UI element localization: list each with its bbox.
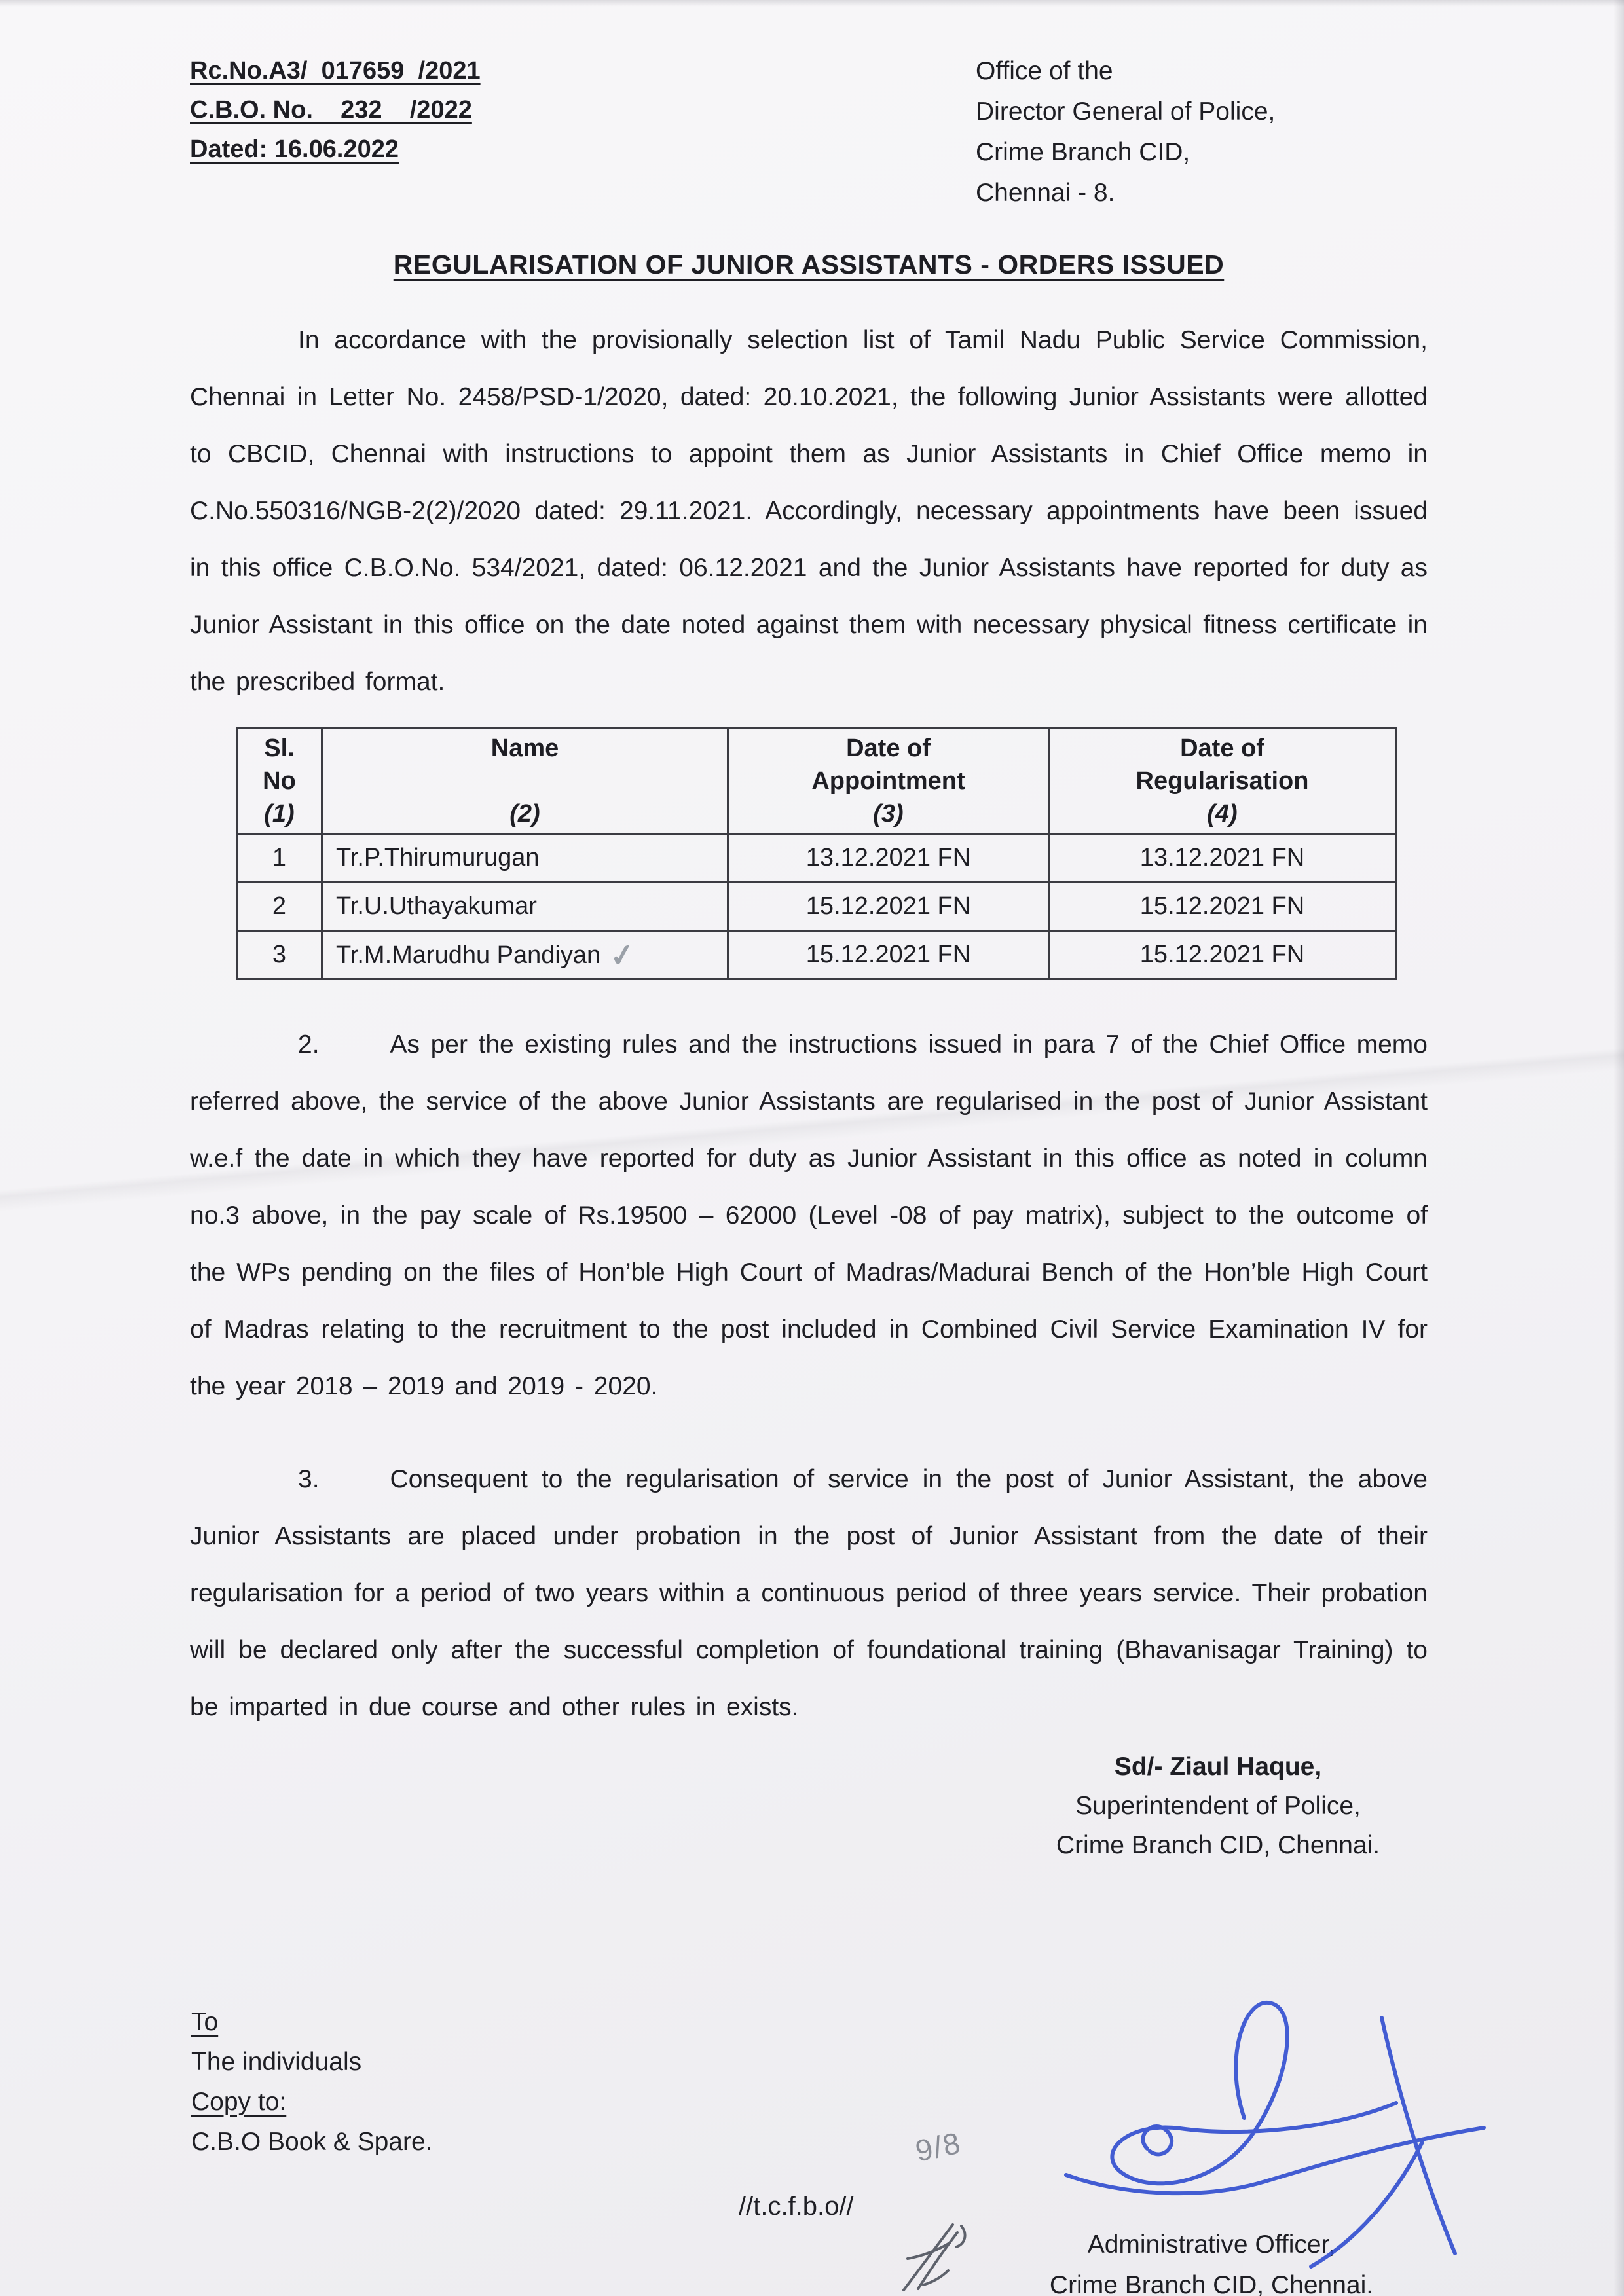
paragraph-3-number: 3. xyxy=(298,1465,320,1493)
header-line: Regularisation xyxy=(1135,767,1309,795)
office-address-line: Chennai - 8. xyxy=(976,179,1115,207)
pencil-checkmark-icon: ✓ xyxy=(607,936,638,974)
cell-name xyxy=(322,931,728,979)
table-header-row xyxy=(237,729,1396,834)
signed-designation: Superintendent of Police, xyxy=(1075,1792,1361,1820)
table-row xyxy=(237,834,1396,883)
header-line: Appointment xyxy=(811,767,965,795)
header-line: No xyxy=(263,767,296,795)
table-row xyxy=(237,931,1396,979)
col-header-sl-no xyxy=(237,729,322,834)
paragraph-2 xyxy=(190,1016,1428,1415)
rc-number-line: Rc.No.A3/ 017659 /2021 xyxy=(190,57,481,84)
table-row xyxy=(237,883,1396,931)
ao-designation: Administrative Officer, xyxy=(1087,2231,1336,2259)
paragraph-1: In accordance with the provisionally selection list of Tamil Nadu Public Service Commission, Chennai in Letter No. 2458/PSD-1/2020, dated: 20.10.2021, the following Junior Assistants were allotted to CBCID, Chennai with instructions to appoint them as Junior Assistants in Chief Office memo in C.No.550316/NGB-2(2)/2020 dated: 29.11.2021. Accordingly, necessary appointments have been issued in this office C.B.O.No. 534/2021, dated: 06.12.2021 and the Junior Assistants have reported for duty as Junior Assistant in this office on the date noted against them with necessary physical fitness certificate in the prescribed format. xyxy=(190,326,1428,696)
copy-to-label: Copy to: xyxy=(191,2088,287,2116)
to-label: To xyxy=(191,2008,219,2036)
signed-name: Sd/- Ziaul Haque, xyxy=(1114,1753,1322,1781)
document-header xyxy=(190,51,1428,213)
cell-date-regularisation: 15.12.2021 FN xyxy=(1049,883,1396,931)
administrative-officer-block xyxy=(982,2225,1441,2296)
cell-name: Tr.U.Uthayakumar xyxy=(322,883,728,931)
col-header-date-regularisation xyxy=(1049,729,1396,834)
col-header-date-appointment xyxy=(728,729,1049,834)
tcfbo-notation: //t.c.f.b.o// xyxy=(739,2192,854,2221)
cbo-number-line: C.B.O. No. 232 /2022 xyxy=(190,96,472,124)
cell-sl-no: 1 xyxy=(237,834,322,883)
header-line: Date of xyxy=(1180,735,1264,762)
paragraph-3 xyxy=(190,1451,1428,1736)
header-line xyxy=(323,765,727,797)
header-line: (3) xyxy=(873,800,904,828)
header-line: Sl. xyxy=(264,735,295,762)
header-line: Name xyxy=(490,735,559,762)
document-title: REGULARISATION OF JUNIOR ASSISTANTS - ORDERS ISSUED xyxy=(393,249,1225,280)
col-header-name xyxy=(322,729,728,834)
paragraph-3-text: Consequent to the regularisation of service in the post of Junior Assistant, the above Junior Assistants are placed under probation in the post of Junior Assistant from the date of their regularisation for a period of two years within a continuous period of three years service. Their probation will be declared only after the successful completion of foundational training (Bhavanisagar Training) to be imparted in due course and other rules in exists. xyxy=(190,1465,1428,1721)
cell-sl-no: 2 xyxy=(237,883,322,931)
ao-office: Crime Branch CID, Chennai. xyxy=(1049,2271,1374,2296)
cell-date-appointment: 15.12.2021 FN xyxy=(728,883,1049,931)
header-line: (1) xyxy=(264,800,295,828)
allotment-table xyxy=(236,727,1397,980)
cell-name: Tr.P.Thirumurugan xyxy=(322,834,728,883)
header-line: (2) xyxy=(509,800,540,828)
cell-date-regularisation: 13.12.2021 FN xyxy=(1049,834,1396,883)
pencil-mark: 9/8 xyxy=(912,2125,965,2168)
cell-sl-no: 3 xyxy=(237,931,322,979)
paragraph-2-text: As per the existing rules and the instructions issued in para 7 of the Chief Office memo referred above, the service of the above Junior Assistants are regularised in the post of Junior Assistant w.e.f the date in which they have reported for duty as Junior Assistant in this office as noted in column no.3 above, in the pay scale of Rs.19500 – 62000 (Level -08 of pay matrix), subject to the outcome of the WPs pending on the files of Hon’ble High Court of Madras/Madurai Bench of the Hon’ble High Court of Madras relating to the recruitment to the post included in Combined Civil Service Examination IV for the year 2018 – 2019 and 2019 - 2020. xyxy=(190,1030,1428,1400)
signatory-block xyxy=(1008,1747,1428,1865)
header-line: Date of xyxy=(846,735,931,762)
office-address-line: Office of the xyxy=(976,57,1113,85)
office-address-line: Crime Branch CID, xyxy=(976,138,1190,166)
cell-date-regularisation: 15.12.2021 FN xyxy=(1049,931,1396,979)
distribution-block xyxy=(191,2002,433,2162)
header-line: (4) xyxy=(1207,800,1238,828)
to-value: The individuals xyxy=(191,2048,362,2076)
cell-date-appointment: 13.12.2021 FN xyxy=(728,834,1049,883)
cell-name-text: Tr.M.Marudhu Pandiyan xyxy=(336,941,601,969)
cell-date-appointment: 15.12.2021 FN xyxy=(728,931,1049,979)
signed-office: Crime Branch CID, Chennai. xyxy=(1056,1831,1380,1859)
reference-block xyxy=(190,51,481,213)
office-address-block xyxy=(976,51,1428,213)
copy-to-value: C.B.O Book & Spare. xyxy=(191,2128,433,2156)
dated-line: Dated: 16.06.2022 xyxy=(190,136,399,163)
paragraph-2-number: 2. xyxy=(298,1030,320,1059)
office-address-line: Director General of Police, xyxy=(976,98,1276,126)
